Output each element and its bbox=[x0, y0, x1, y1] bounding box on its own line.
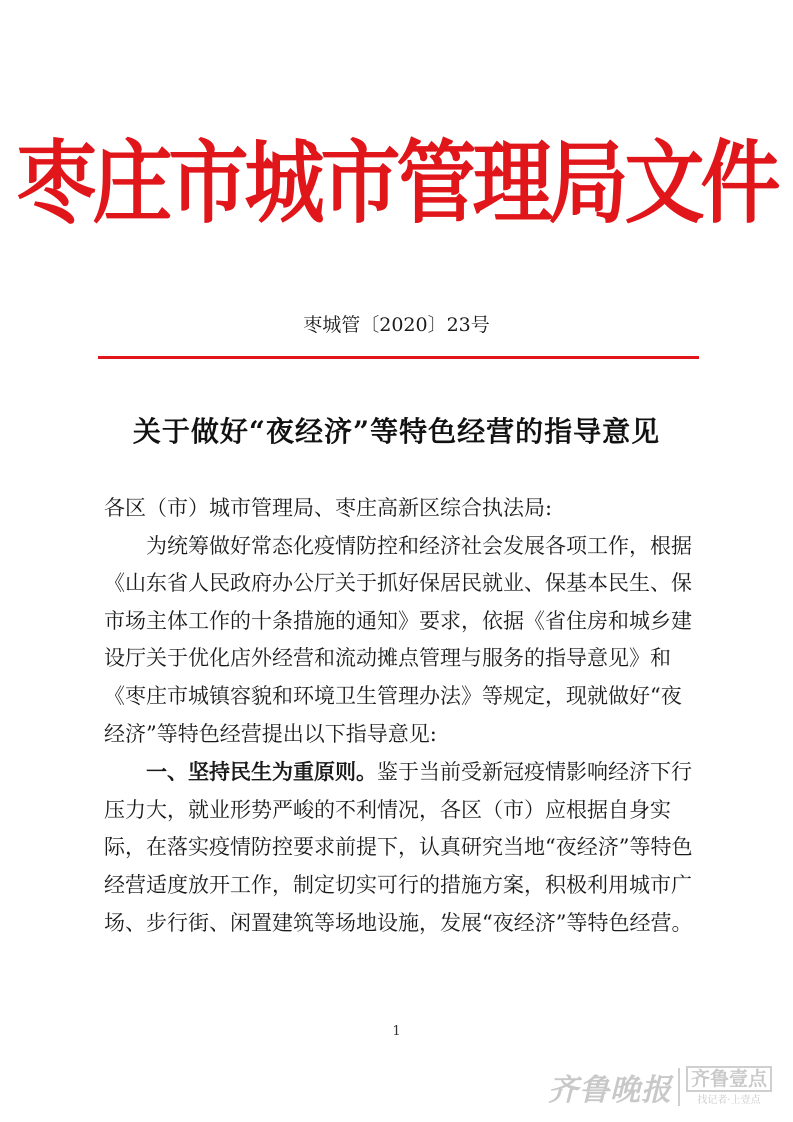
watermark-separator bbox=[678, 1068, 680, 1106]
newspaper-watermark bbox=[548, 1064, 788, 1110]
watermark-logo: 齐鲁壹点 bbox=[686, 1066, 772, 1092]
masthead: 枣庄市城市管理局文件 bbox=[16, 131, 777, 236]
document-body bbox=[104, 490, 694, 942]
watermark-slogan: 找记者·上壹点 bbox=[697, 1095, 761, 1106]
page-number: 1 bbox=[392, 1024, 401, 1039]
section-1-heading: 一、坚持民生为重原则。 bbox=[146, 759, 377, 785]
watermark-logo-block bbox=[686, 1066, 772, 1108]
document-number: 枣城管〔2020〕23号 bbox=[303, 314, 490, 336]
section-1-text: 鉴于当前受新冠疫情影响经济下行压力大，就业形势严峻的不利情况，各区（市）应根据自身实际，在落实疫情防控要求前提下，认真研究当地“夜经济”等特色经营适度放开工作，制定切实可行的措施方案，积极利用城市广场、步行街、闲置建筑等场地设施，发展“夜经济”等特色经营。 bbox=[104, 760, 693, 935]
intro-paragraph: 为统筹做好常态化疫情防控和经济社会发展各项工作，根据《山东省人民政府办公厅关于抓好保居民就业、保基本民生、保市场主体工作的十条措施的通知》要求，依据《省住房和城乡建设厅关于优化店外经营和流动摊点管理与服务的指导意见》和《枣庄市城镇容貌和环境卫生管理办法》等规定，现就做好“夜经济”等特色经营提出以下指导意见: bbox=[104, 533, 692, 746]
section-1-paragraph bbox=[104, 753, 694, 942]
red-divider-line bbox=[98, 356, 699, 359]
watermark-name: 齐鲁晚报 bbox=[548, 1073, 672, 1108]
addressee: 各区（市）城市管理局、枣庄高新区综合执法局: bbox=[104, 496, 553, 520]
document-title: 关于做好“夜经济”等特色经营的指导意见 bbox=[132, 415, 661, 448]
